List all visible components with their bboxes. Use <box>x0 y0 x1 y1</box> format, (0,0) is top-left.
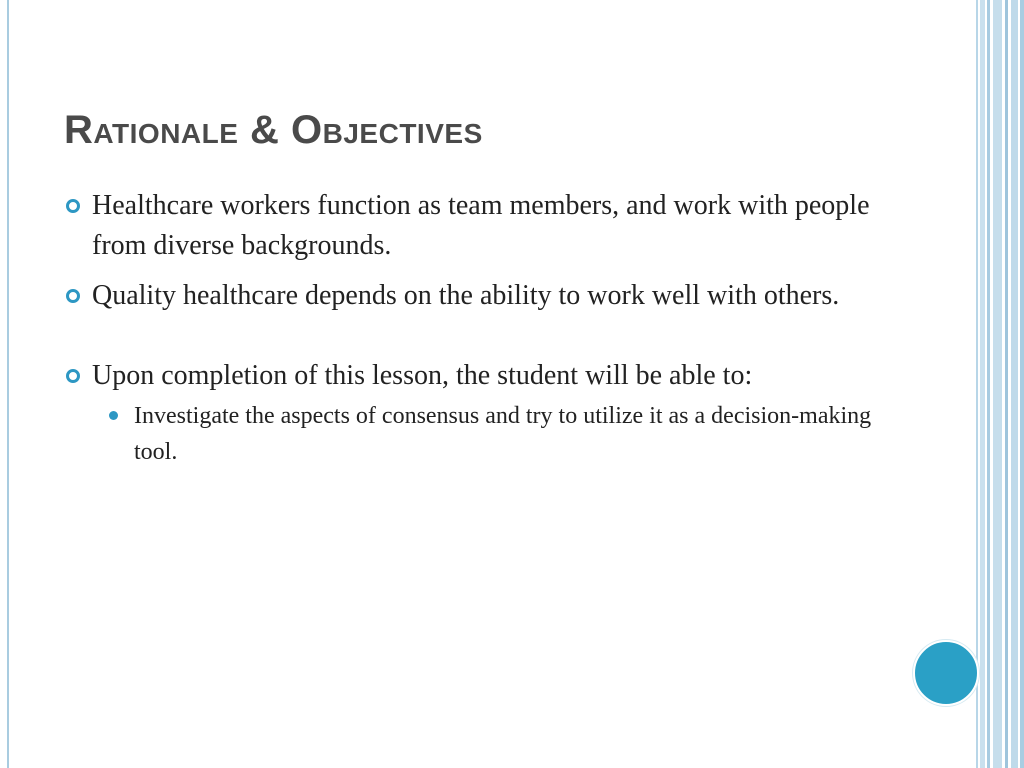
hollow-circle-bullet-icon <box>66 369 80 383</box>
bullet-list <box>64 186 884 480</box>
sub-bullet-text: Investigate the aspects of consensus and try to utilize it as a decision-making tool. <box>134 403 872 465</box>
sub-bullet-list <box>92 398 884 470</box>
bullet-item <box>64 186 884 266</box>
bullet-text: Healthcare workers function as team members, and work with people from diverse backgrounds. <box>92 190 870 261</box>
bullet-item <box>64 276 884 316</box>
bullet-text: Quality healthcare depends on the ability to work well with others. <box>92 280 840 311</box>
slide-title: Rationale & Objectives <box>64 108 483 152</box>
bullet-text: Upon completion of this lesson, the student will be able to: <box>92 360 753 391</box>
sub-bullet-item <box>92 398 884 470</box>
decorative-blue-circle <box>913 640 979 706</box>
stripe <box>980 0 985 768</box>
hollow-circle-bullet-icon <box>66 199 80 213</box>
hollow-circle-bullet-icon <box>66 289 80 303</box>
stripe <box>976 0 978 768</box>
stripe <box>1020 0 1024 768</box>
stripe <box>993 0 1002 768</box>
stripe <box>987 0 990 768</box>
left-border-line <box>7 0 9 768</box>
bullet-item <box>64 356 884 470</box>
stripe <box>1011 0 1018 768</box>
filled-dot-bullet-icon <box>109 411 118 420</box>
right-decorative-stripes <box>976 0 1024 768</box>
stripe <box>1005 0 1008 768</box>
